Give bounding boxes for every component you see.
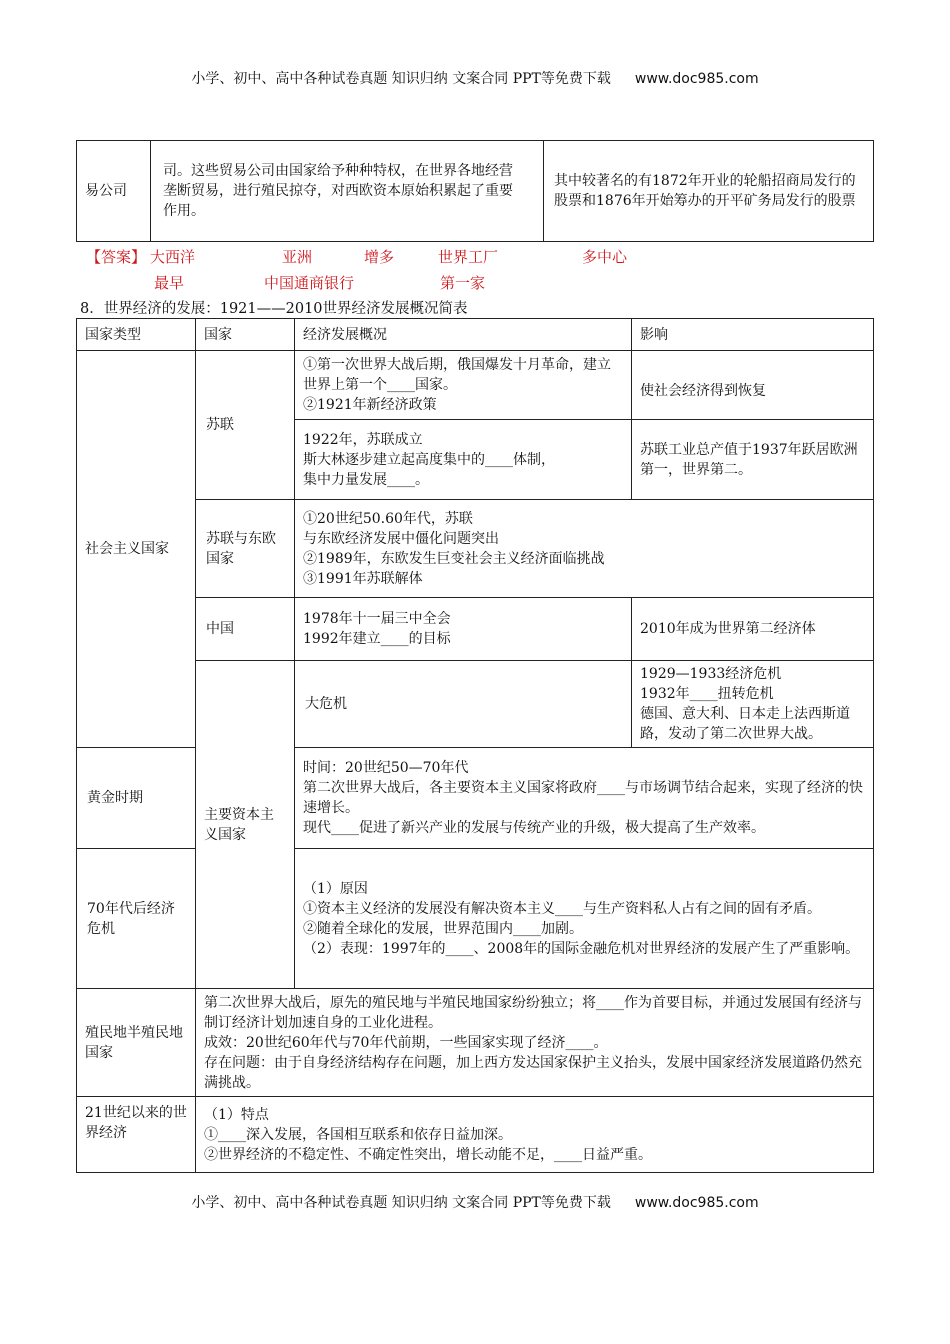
desc-line: 存在问题：由于自身经济结构存在问题，加上西方发达国家保护主义抬头，发展中国家经济发展道路仍然充满挑战。: [204, 1054, 862, 1091]
desc-line: （1）原因: [303, 880, 368, 897]
desc-cell: [295, 420, 632, 500]
type-cell-21c: 21世纪以来的世界经济: [77, 1097, 196, 1173]
answer-item: 第一家: [440, 274, 486, 292]
country-cell-ussr-ee: 苏联与东欧国家: [196, 500, 295, 598]
answer-item: 大西洋: [150, 248, 196, 266]
type-cell-capitalist: 主要资本主义国家: [196, 661, 295, 989]
header-row: [77, 319, 874, 351]
desc-line: 斯大林逐步建立起高度集中的____体制，: [303, 451, 555, 468]
desc-line: 1929—1933经济危机: [640, 666, 782, 682]
desc-line: 第二次世界大战后，各主要资本主义国家将政府____与市场调节结合起来，实现了经济的快速增长。: [303, 780, 863, 816]
footer-text: 小学、初中、高中各种试卷真题 知识归纳 文案合同 PPT等免费下载: [191, 1195, 611, 1211]
answer-item: 最早: [154, 274, 185, 292]
header-cell: 影响: [632, 319, 874, 351]
desc-line: 与东欧经济发展中僵化问题突出: [303, 530, 499, 547]
table-row: [77, 351, 874, 420]
desc-line: ②1989年，东欧发生巨变社会主义经济面临挑战: [303, 550, 605, 567]
impact-cell: 2010年成为世界第二经济体: [632, 598, 874, 661]
desc-line: （2）表现：1997年的____、2008年的国际金融危机对世界经济的发展产生了严重影响。: [303, 940, 860, 957]
section-title: 8．世界经济的发展：1921——2010世界经济发展概况简表: [80, 301, 468, 317]
header-url[interactable]: www.doc985.com: [634, 71, 759, 87]
answer-item: 增多: [364, 248, 395, 266]
impact-cell: 使社会经济得到恢复: [632, 351, 874, 420]
country-cell-seventies: 70年代后经济危机: [77, 849, 196, 989]
answer-item: 多中心: [582, 248, 628, 266]
table-row: [77, 598, 874, 661]
desc-line: ②1921年新经济政策: [303, 397, 437, 413]
header-cell: 经济发展概况: [295, 319, 632, 351]
footer-url[interactable]: www.doc985.com: [634, 1195, 759, 1211]
table-row: [77, 989, 874, 1097]
desc-line: ②随着全球化的发展，世界范围内____加剧。: [303, 920, 583, 937]
impact-cell: 苏联工业总产值于1937年跃居欧洲第一，世界第二。: [632, 420, 874, 500]
type-cell-socialist: 社会主义国家: [77, 351, 196, 748]
desc-line: ③1991年苏联解体: [303, 570, 423, 587]
header-text: 小学、初中、高中各种试卷真题 知识归纳 文案合同 PPT等免费下载: [191, 71, 611, 87]
desc-line: 时间：20世纪50—70年代: [303, 760, 469, 776]
country-cell-crisis: 大危机: [295, 661, 632, 748]
table-row: [77, 661, 874, 748]
desc-line: 现代____促进了新兴产业的发展与传统产业的升级，极大提高了生产效率。: [303, 820, 765, 836]
country-cell-golden: 黄金时期: [77, 748, 196, 849]
desc-line: 德国、意大利、日本走上法西斯道路，发动了第二次世界大战。: [640, 706, 850, 742]
desc-cell: [632, 661, 874, 748]
table-row: [77, 1097, 874, 1173]
answer-item: 世界工厂: [438, 248, 499, 266]
table-row: [77, 500, 874, 598]
desc-line: ①____深入发展，各国相互联系和依存日益加深。: [204, 1126, 512, 1143]
answer-label: 【答案】: [86, 248, 147, 266]
desc-line: 1978年十一届三中全会: [303, 611, 451, 627]
desc-line: 第二次世界大战后，原先的殖民地与半殖民地国家纷纷独立；将____作为首要目标，并通过发展国有经济与制订经济计划加速自身的工业化进程。: [204, 994, 862, 1031]
top-cell-3: 其中较著名的有1872年开业的轮船招商局发行的股票和1876年开始筹办的开平矿务局发行的股票: [544, 141, 874, 242]
desc-line: ①第一次世界大战后期，俄国爆发十月革命，建立世界上第一个____国家。: [303, 357, 611, 393]
answer-item: 中国通商银行: [264, 274, 355, 292]
page-footer: [0, 1192, 950, 1212]
desc-line: 1922年，苏联成立: [303, 431, 423, 448]
top-cell-1: 易公司: [77, 141, 151, 242]
desc-cell: [295, 748, 874, 849]
desc-cell: [295, 598, 632, 661]
header-cell: 国家类型: [77, 319, 196, 351]
desc-line: 1932年____扭转危机: [640, 686, 774, 702]
desc-line: 成效：20世纪60年代与70年代前期，一些国家实现了经济____。: [204, 1034, 608, 1051]
desc-line: ①资本主义经济的发展没有解决资本主义____与生产资料私人占有之间的固有矛盾。: [303, 900, 821, 917]
desc-line: ①20世纪50.60年代，苏联: [303, 510, 473, 527]
top-table: [76, 140, 874, 242]
country-cell-ussr: 苏联: [196, 351, 295, 500]
answer-item: 亚洲: [282, 248, 313, 266]
desc-cell: [196, 989, 874, 1097]
desc-line: ②世界经济的不稳定性、不确定性突出，增长动能不足，____日益严重。: [204, 1146, 652, 1163]
desc-line: 1992年建立____的目标: [303, 631, 451, 647]
desc-line: （1）特点: [204, 1106, 269, 1123]
desc-cell: [295, 849, 874, 989]
page-header: [0, 68, 950, 88]
desc-cell: [295, 351, 632, 420]
desc-line: 集中力量发展____。: [303, 471, 429, 488]
desc-cell: [295, 500, 874, 598]
desc-cell: [196, 1097, 874, 1173]
main-table: [76, 318, 874, 1173]
country-cell-china: 中国: [196, 598, 295, 661]
type-cell-colonial: 殖民地半殖民地国家: [77, 989, 196, 1097]
top-cell-2: 司。这些贸易公司由国家给予种种特权，在世界各地经营垄断贸易，进行殖民掠夺，对西欧资本原始积累起了重要作用。: [151, 141, 544, 242]
header-cell: 国家: [196, 319, 295, 351]
